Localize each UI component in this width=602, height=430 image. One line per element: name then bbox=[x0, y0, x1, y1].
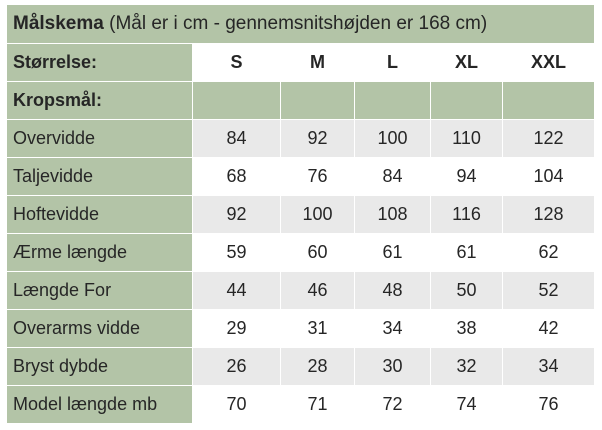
size-chart bbox=[6, 4, 594, 424]
cell-value: 68 bbox=[193, 158, 281, 196]
row-label: Hoftevidde bbox=[7, 196, 193, 234]
size-row-label: Størrelse: bbox=[7, 44, 193, 82]
cell-value: 71 bbox=[281, 386, 355, 424]
table-row bbox=[7, 158, 595, 196]
cell-value: 76 bbox=[503, 386, 595, 424]
cell-value: 110 bbox=[431, 120, 503, 158]
cell-value: 74 bbox=[431, 386, 503, 424]
cell-value: 128 bbox=[503, 196, 595, 234]
cell-value: 104 bbox=[503, 158, 595, 196]
cell-value: 100 bbox=[355, 120, 431, 158]
cell-value: 50 bbox=[431, 272, 503, 310]
section-label: Kropsmål: bbox=[7, 82, 193, 120]
size-header-row bbox=[7, 44, 595, 82]
cell-value: 31 bbox=[281, 310, 355, 348]
cell-value: 61 bbox=[431, 234, 503, 272]
cell-value: 92 bbox=[281, 120, 355, 158]
cell-value: 46 bbox=[281, 272, 355, 310]
cell-value: 84 bbox=[355, 158, 431, 196]
section-spacer bbox=[503, 82, 595, 120]
cell-value: 108 bbox=[355, 196, 431, 234]
size-header-m: M bbox=[281, 44, 355, 82]
cell-value: 42 bbox=[503, 310, 595, 348]
section-row bbox=[7, 82, 595, 120]
cell-value: 30 bbox=[355, 348, 431, 386]
section-spacer bbox=[355, 82, 431, 120]
cell-value: 70 bbox=[193, 386, 281, 424]
table-row bbox=[7, 120, 595, 158]
cell-value: 52 bbox=[503, 272, 595, 310]
table-row bbox=[7, 234, 595, 272]
cell-value: 28 bbox=[281, 348, 355, 386]
row-label: Model længde mb bbox=[7, 386, 193, 424]
row-label: Overvidde bbox=[7, 120, 193, 158]
cell-value: 62 bbox=[503, 234, 595, 272]
cell-value: 60 bbox=[281, 234, 355, 272]
table-row bbox=[7, 348, 595, 386]
size-header-xl: XL bbox=[431, 44, 503, 82]
section-spacer bbox=[431, 82, 503, 120]
cell-value: 26 bbox=[193, 348, 281, 386]
chart-title-main: Målskema bbox=[13, 13, 104, 34]
cell-value: 48 bbox=[355, 272, 431, 310]
chart-title bbox=[7, 5, 595, 44]
size-chart-table bbox=[6, 4, 595, 424]
cell-value: 100 bbox=[281, 196, 355, 234]
size-header-l: L bbox=[355, 44, 431, 82]
cell-value: 61 bbox=[355, 234, 431, 272]
table-row bbox=[7, 386, 595, 424]
cell-value: 34 bbox=[355, 310, 431, 348]
title-row bbox=[7, 5, 595, 44]
section-spacer bbox=[193, 82, 281, 120]
table-row bbox=[7, 310, 595, 348]
row-label: Længde For bbox=[7, 272, 193, 310]
cell-value: 94 bbox=[431, 158, 503, 196]
cell-value: 59 bbox=[193, 234, 281, 272]
cell-value: 32 bbox=[431, 348, 503, 386]
cell-value: 29 bbox=[193, 310, 281, 348]
row-label: Overarms vidde bbox=[7, 310, 193, 348]
cell-value: 38 bbox=[431, 310, 503, 348]
cell-value: 76 bbox=[281, 158, 355, 196]
table-row bbox=[7, 272, 595, 310]
row-label: Taljevidde bbox=[7, 158, 193, 196]
size-header-s: S bbox=[193, 44, 281, 82]
size-header-xxl: XXL bbox=[503, 44, 595, 82]
cell-value: 116 bbox=[431, 196, 503, 234]
cell-value: 44 bbox=[193, 272, 281, 310]
row-label: Ærme længde bbox=[7, 234, 193, 272]
cell-value: 72 bbox=[355, 386, 431, 424]
cell-value: 122 bbox=[503, 120, 595, 158]
cell-value: 34 bbox=[503, 348, 595, 386]
table-row bbox=[7, 196, 595, 234]
cell-value: 84 bbox=[193, 120, 281, 158]
section-spacer bbox=[281, 82, 355, 120]
row-label: Bryst dybde bbox=[7, 348, 193, 386]
chart-title-note: (Mål er i cm - gennemsnitshøjden er 168 cm) bbox=[109, 13, 488, 34]
cell-value: 92 bbox=[193, 196, 281, 234]
